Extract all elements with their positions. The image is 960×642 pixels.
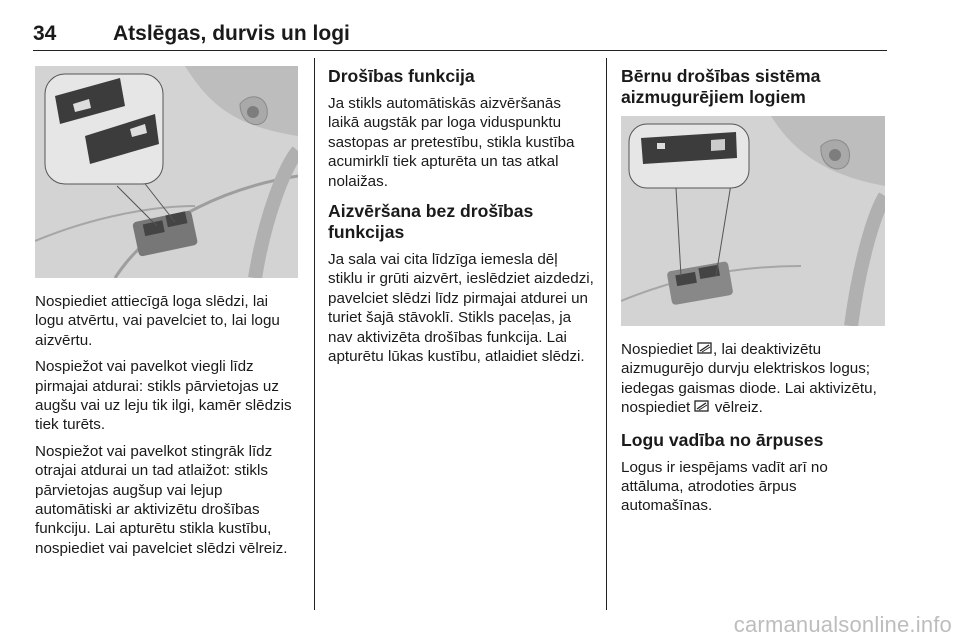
section-heading: Bērnu drošības sistēma aizmugurējiem logiem xyxy=(621,66,821,107)
paragraph xyxy=(621,340,887,418)
page-header xyxy=(33,20,887,51)
column-1 xyxy=(35,292,299,565)
paragraph: Ja sala vai cita līdzīga iemesla dēļ stiklu ir grūti aizvērt, ieslēdziet aizdedzi, pavelciet slēdzi līdz pirmajai atdurei un turiet šajā stāvoklī. Stikls paceļas, ja nav aktivizēta drošības funkcija. Lai apturētu lūkas kustību, atlaidiet slēdzi. xyxy=(328,251,594,366)
text-run: vēlreiz. xyxy=(710,399,763,417)
column-3-body xyxy=(621,340,887,523)
column-divider xyxy=(314,58,315,610)
paragraph: Logus ir iespējams vadīt arī no attāluma, atrodoties ārpus automašīnas. xyxy=(621,458,828,515)
page-number: 34 xyxy=(33,22,57,45)
column-divider xyxy=(606,58,607,610)
window-lock-icon xyxy=(697,341,713,354)
column-2 xyxy=(328,66,594,373)
watermark: carmanualsonline.info xyxy=(733,612,952,637)
text-run: Nospiediet xyxy=(621,341,693,358)
page-title: Atslēgas, durvis un logi xyxy=(113,22,350,45)
section-heading: Logu vadība no ārpuses xyxy=(621,429,824,450)
child-lock-illustration xyxy=(621,116,885,326)
paragraph: Ja stikls automātiskās aizvēršanās laikā augstāk par loga viduspunktu sastopas ar pretestību, stikla kustība acumirklī tiek apturēta un tas atkal nolaižas. xyxy=(328,95,575,190)
window-lock-icon xyxy=(694,399,710,412)
text-run: , lai deaktivizētu aizmugurējo durvju elektriskos logus; iedegas gaismas diode. Lai aktivizētu, nospiediet xyxy=(621,341,877,417)
window-switch-illustration xyxy=(35,66,298,278)
paragraph: Nospiediet attiecīgā loga slēdzi, lai logu atvērtu, vai pavelciet to, lai logu aizvērtu. xyxy=(35,293,280,349)
paragraph: Nospiežot vai pavelkot stingrāk līdz otrajai atdurai un tad atlaižot: stikls pārvietojas augšup vai lejup automātiski ar aktivizētu drošības funkciju. Lai apturētu stikla kustību, nospiediet vai pavelciet slēdzi vēlreiz. xyxy=(35,442,288,557)
column-3 xyxy=(621,66,887,115)
section-heading: Drošības funkcija xyxy=(328,66,475,86)
section-heading: Aizvēršana bez drošības funkcijas xyxy=(328,201,534,243)
paragraph: Nospiežot vai pavelkot viegli līdz pirmajai atdurai: stikls pārvietojas uz augšu vai uz leju tik ilgi, kamēr slēdzis tiek turēts. xyxy=(35,358,292,434)
